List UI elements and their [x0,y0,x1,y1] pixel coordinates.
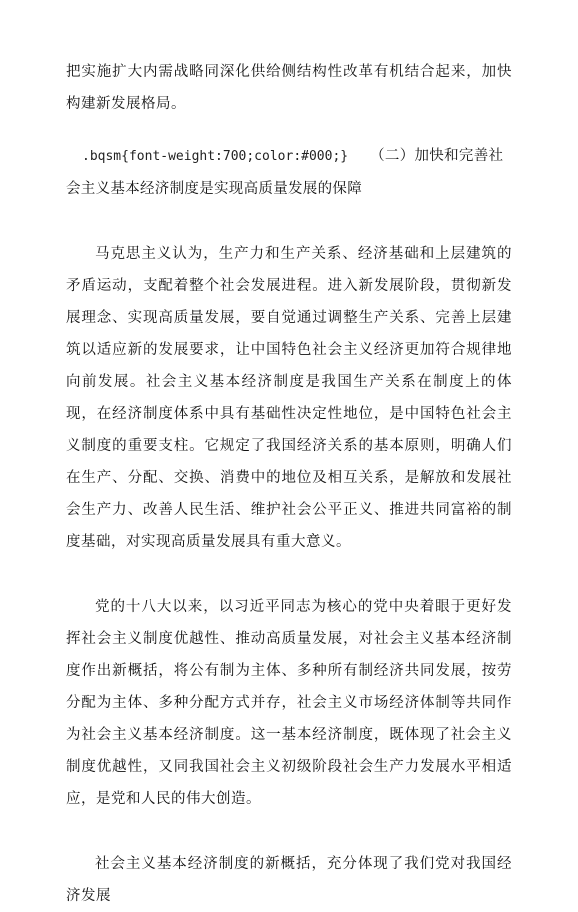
body-paragraph-2: 党的十八大以来，以习近平同志为核心的党中央着眼于更好发挥社会主义制度优越性、推动高质量发展，对社会主义基本经济制度作出新概括，将公有制为主体、多种所有制经济共同发展，按劳分配为主体、多种分配方式并存，社会主义市场经济体制等共同作为社会主义基本经济制度。这一基本经济制度，既体现了社会主义制度优越性，又同我国社会主义初级阶段社会生产力发展水平相适应，是党和人民的伟大创造。 [66,599,512,807]
section-heading-text: （二）加快和完善社会主义基本经济制度是实现高质量发展的保障 [66,148,504,197]
body-paragraph-3: 社会主义基本经济制度的新概括，充分体现了我们党对我国经济发展 [66,856,512,904]
paragraph-gap [66,558,512,591]
paragraph-gap [66,120,512,140]
intro-paragraph: 把实施扩大内需战略同深化供给侧结构性改革有机结合起来，加快构建新发展格局。 [66,64,512,112]
body-paragraph-1: 马克思主义认为，生产力和生产关系、经济基础和上层建筑的矛盾运动，支配着整个社会发展进程。进入新发展阶段，贯彻新发展理念、实现高质量发展，要自觉通过调整生产关系、完善上层建筑以适应新的发展要求，让中国特色社会主义经济更加符合规律地向前发展。社会主义基本经济制度是我国生产关系在制度上的体现，在经济制度体系中具有基础性决定性地位，是中国特色社会主义制度的重要支柱。它规定了我国经济关系的基本原则，明确人们在生产、分配、交换、消费中的地位及相互关系，是解放和发展社会生产力、改善人民生活、维护社会公平正义、推进共同富裕的制度基础，对实现高质量发展具有重大意义。 [66,246,512,550]
section-heading [66,140,512,205]
paragraph-gap [66,205,512,238]
stray-css-text: .bqsm{font-weight:700;color:#000;} [82,149,349,164]
paragraph-gap [66,815,512,848]
